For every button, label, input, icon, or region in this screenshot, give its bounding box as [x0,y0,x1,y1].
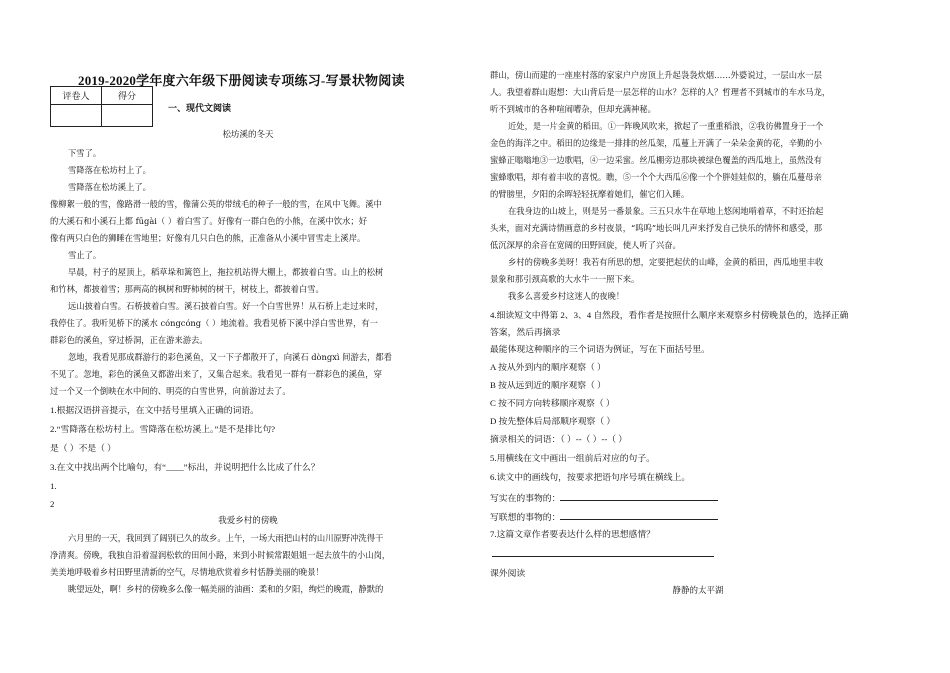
story1-line: 群彩色的溪鱼，穿过桥洞，正在游来游去。 [50,335,208,345]
story2-line: 眺望远处，啊！乡村的傍晚多么像一幅美丽的油画：柔和的夕阳，绚烂的晚霞，静默的 [68,584,384,594]
question-2: 2.“雪降落在松坊村上。雪降落在松坊溪上。”是不是排比句? [50,424,276,434]
story1-line: 像有两只白色的狮睡在雪地里；好像有几只白色的熊，正准备从小溪中冒雪走上溪岸。 [50,233,366,243]
section-heading: 一、现代文阅读 [168,103,232,113]
story1-line: 雪降落在松坊村上了。 [68,165,151,175]
page-title: 2019-2020学年度六年级下册阅读专项练习-写景状物阅读 [78,73,405,88]
story1-line: 雪止了。 [68,250,102,260]
extra-reading-label: 课外阅读 [490,568,526,578]
story1-line: 雪降落在松坊溪上了。 [68,182,151,192]
question-5: 5.用横线在文中画出一组前后对应的句子。 [490,453,655,463]
story1-line: 像柳絮一般的雪，像路滑一般的雪，像蒲公英的带绒毛的种子一般的雪，在风中飞舞。溪中 [50,199,382,209]
story1-title: 松坊溪的冬天 [222,130,274,140]
story1-line: 和竹林，都披着雪；那两高的枫树和野柿树的树干，树枝上，都披着白雪。 [50,284,324,294]
answer-line-2: 2 [50,499,55,509]
question-4: 4.细读短文中得第 2、3、4 自然段，看作者是按照什么顺序来观察乡村傍晚景色的，选择正确 [490,310,849,320]
question-3: 3.在文中找出两个比喻句，有“____”标出，并说明把什么比成了什么？ [50,462,320,472]
option-d: D 按先整体后局部顺序观察（ ） [490,416,616,426]
answer-line-1: 1. [50,481,57,491]
score-table-cell-grader [51,105,102,127]
option-a: A 按从外到内的顺序观察（ ） [490,362,606,372]
option-c: C 按不同方向转移顺序观察（ ） [490,398,615,408]
story1-line: 的大溪石和小溪石上都 fūgài（ ）着白雪了。好像有一群白色的小熊，在溪中饮水；好 [50,216,367,226]
question-7: 7.这篇文章作者要表达什么样的思想感情？ [490,529,655,539]
story1-line: 我停住了。我听见桥下的溪水 cóngcóng（ ）地流着。我看见桥下溪中浮白雪世界，有一 [50,318,378,328]
story1-line: 远山披着白雪。石桥披着白雪。溪石披着白雪。好一个白雪世界！从石桥上走过来时， [68,301,384,311]
answer-imagined-things [490,510,718,523]
excerpt-words: 摘录相关的词语：（ ）--（ ）--（ ） [490,434,628,444]
story2-title: 我爱乡村的傍晚 [218,516,278,526]
story2-line: 听不到城市的各种喧闹嘈杂，但却充满神秘。 [490,104,656,114]
story2-line: 近处，是一片金黄的稻田。①一阵晚风吹来，掀起了一重重稻浪，②我彷佛置身于一个 [508,121,824,131]
option-b: B 按从远到近的顺序观察（ ） [490,380,606,390]
score-table-cell-score [102,105,153,127]
story2-line: 六月里的一天，我回到了阔别已久的故乡。上午，一场大雨把山村的山川原野冲洗得干 [68,533,384,543]
story2-line: 低沉深厚的余音在宽阔的田野回旋，使人听了兴奋。 [490,240,681,250]
answer-imagined-blank[interactable] [560,510,718,520]
story1-line: 不见了。忽地，彩色的溪鱼又都游出来了，又集合起来。我看见一群有一群彩色的溪鱼，穿 [50,369,382,379]
question-4-cont: 答案，然后再摘录 [490,327,561,337]
next-story-title: 静静的太平湖 [672,586,724,596]
question-4-cont: 最能体现这种顺序的三个词语为例证，写在下面括号里。 [490,344,710,354]
story1-line: 过一个又一个倒映在水中间的、明亮的白雪世界，向前游过去了。 [50,386,291,396]
story2-line: 乡村的傍晚多美呀！我若有所思的想，定要把起伏的山峰，金黄的稻田，西瓜地里丰收 [508,257,824,267]
story2-line: 的臂膀里，夕阳的余晖轻轻抚摩着她们，催它们入睡。 [490,189,690,199]
answer-real-label: 写实在的事物的： [490,493,561,503]
story2-line: 景象和那引颈高歌的大水牛一一照下来。 [490,274,640,284]
story2-line: 净清爽。傍晚，我独自沿着湿润松软的田间小路，来到小时候常跟姐姐一起去放牛的小山岗， [50,550,391,560]
answer-imagined-label: 写联想的事物的： [490,512,561,522]
answer-real-things [490,491,718,504]
score-table-header-grader: 评卷人 [51,87,102,105]
story1-line: 早晨，村子的屋顶上，稻草垛和篱笆上，拖拉机站得大棚上，都披着白雪。山上的松树 [68,267,384,277]
story1-line: 下雪了。 [68,148,102,158]
story2-line: 群山，傍山而建的一座座村落的家家户户房顶上升起袅袅炊烟……外婆说过，一层山水一层 [490,70,822,80]
story2-line: 蜜蜂正嗡嗡地③一边歌唱，④一边采蜜。丝瓜棚旁边那块被绿色覆盖的西瓜地上，虽然没有 [490,155,822,165]
story2-line: 头来，面对充满诗情画意的乡村夜景，“呜呜”地长叫几声来抒发自己快乐的情怀和感受，那 [490,223,823,233]
story2-line: 蜜蜂歌唱，却有着丰收的喜悦。瞧，⑤一个个大西瓜⑥像一个个胖娃娃似的，躺在瓜蔓母亲 [490,172,822,182]
story2-line: 金色的海洋之中。稻田的边缘是一排排的丝瓜架，瓜蔓上开满了一朵朵金黄的花，辛勤的小 [490,138,822,148]
story2-line: 我多么喜爱乡村这迷人的夜晚！ [508,291,625,301]
answer-7-line[interactable] [492,547,714,560]
story2-line: 人。我望着群山遐想：大山背后是一层怎样的山水？怎样的人？哲理者不到城市的车水马龙， [490,87,831,97]
question-1: 1.根据汉语拼音提示，在文中括号里填入正确的词语。 [50,405,259,415]
answer-7-blank[interactable] [492,547,714,557]
score-table [50,86,153,127]
question-6: 6.读文中的画线句，按要求把语句序号填在横线上。 [490,472,691,482]
story2-line: 美美地呼吸着乡村田野里清新的空气，尽情地欣赏着乡村恬静美丽的晚景！ [50,567,324,577]
story2-line: 在我身边的山坡上，则是另一番景象。三五只水牛在草地上悠闲地啃着草，不时还抬起 [508,206,824,216]
question-2-options: 是（ ）不是（ ） [50,443,116,453]
story1-line: 忽地，我看见那成群游行的彩色溪鱼，又一下子都散开了，向溪石 dòngxì 间游去，都看 [68,352,392,362]
score-table-header-score: 得分 [102,87,153,105]
answer-real-blank[interactable] [560,491,718,501]
